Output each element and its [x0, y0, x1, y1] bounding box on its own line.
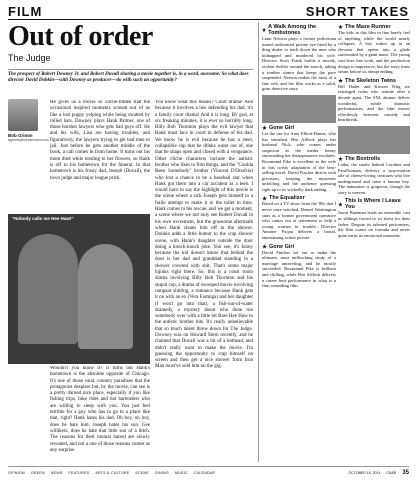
nav-music[interactable]: MUSIC [175, 470, 188, 475]
short-take-title: Gone Girl [262, 244, 336, 250]
star-icon [338, 156, 343, 161]
short-take-title: This Is Where I Leave You [338, 198, 410, 210]
header-rule [8, 19, 409, 20]
byline [8, 99, 49, 142]
star-icon [262, 244, 267, 249]
short-take-entry [338, 78, 410, 123]
headline: Out of order [8, 22, 153, 52]
page-header [8, 4, 409, 18]
short-take-body: Liam Neeson plays a former policeman turned unlicensed private eye hired by a drug dealer to track down the men who kidnapped and murdered his wife. Director Scott Frank builds a moody, violent thriller around the search, taking a somber stance that keeps the pace suspended. Neeson makes the most of a fine role, and the film works as a solid, grim detective story. [262, 36, 336, 92]
column-divider [258, 22, 259, 462]
byline-email: bgrimm@newsreview.com [8, 138, 49, 142]
short-take-title: Gone Girl [262, 125, 336, 131]
short-take-body: Laika, the studio behind Coraline and ParaNorman, delivers a stop-motion tale of cheese-loving creatures who live underground and raise a human boy. The animation is gorgeous, though the story is uneven. [338, 161, 410, 195]
short-take-body: The kids in this film in fine barely feel of anything while the world nearly collapses. A boy wakes up in an elevator that opens into a glade surrounded by a giant maze. The young cast does fine work, and the production design is impressive, but the story loses steam before its abrupt ending. [338, 30, 410, 75]
short-take-entry [262, 244, 336, 289]
short-take-entry [338, 156, 410, 196]
star-icon [338, 25, 343, 30]
byline-name: Bob Grimm [8, 133, 33, 138]
short-take-entry [338, 198, 410, 238]
short-take-title: The Maze Runner [338, 24, 410, 30]
avatar [8, 99, 38, 131]
nav-arts-culture[interactable]: ARTS & CULTURE [95, 470, 130, 475]
thumbnail-image [338, 126, 410, 154]
short-take-title: The Skeleton Twins [338, 78, 410, 84]
star-icon [262, 28, 266, 33]
short-take-body: David Fincher set out to make the ultimate, most unflinching study of a marriage unraveling, and he mostly succeeded. Rosamund Pike is brilliant and chilling, while Ben Affleck delivers a career best performance in what is a fine, unsettling film. [262, 249, 336, 289]
star-icon [338, 78, 343, 83]
short-take-body: Jason Bateman leads an ensemble cast as siblings forced to sit shiva for their father. Despite its talented performers, the film coasts on formula and never quite earns its emotional moments. [338, 210, 410, 238]
page-number: 35 [402, 469, 409, 476]
figure-left [18, 234, 78, 344]
section-nav [8, 471, 215, 475]
article-deck: The prospect of Robert Downey Jr. and Robert Duvall sharing a movie together is, in a word, awesome. So what does director David Dobkin—with Downey as producer—do with such an opportunity? [8, 69, 253, 84]
short-take-entry [262, 24, 336, 92]
star-icon [262, 125, 267, 130]
section-label: FILM [8, 4, 43, 19]
nav-scene[interactable]: SCENE [135, 470, 149, 475]
short-take-entry [338, 24, 410, 75]
short-take-body: Let the use for Amy Elliott-Dunne, who has vanished. Ben Affleck plays her husband Nick, who comes under suspicion as the media frenzy surrounding her disappearance escalates. Rosamund Pike is excellent as the wife in this twisty adaptation of the best-selling novel. David Fincher directs with precision, keeping the mysteries unfolding and the audience guessing right up to its wickedly dark ending. [262, 130, 336, 192]
article-column-1: He gives us a movie so cliché-ridden that the occasional inspired moments scream out of us like a lost puppy yelping while being swatted by rolled hats. Downey plays Hank Palmer, one of those hotshot lawyers who gets bad guys off. He and his wife, Lisa are having troubles, and figuratively, the lawyers trying to get bad men to jail. Just before he gets another middle of the book, a call comes in from home. It turns out his mom died while tending to her flowers, so Hank is off to his hometown for the funeral. In that hometown is his frosty dad, Joseph (Duvall), the town judge and major league prick. [50, 100, 150, 181]
nav-dining[interactable]: DINING [154, 470, 170, 475]
photo-caption: "Nobody calls me Hee Haw!" [12, 216, 74, 221]
issue-date: OCTOBER 16, 2014 [348, 470, 381, 475]
article-column-1-continued: Wouldn't you know it? It turns out Hank's hometown is the absolute opposite of Chicago. It's one of those rural, country paradises that the protagonist despises but, by the movie, can see is a pretty darned nice place, especially if you like fishing trips, bike rides and hot bartenders who are willing to sleep with you. You just feel terrible for a guy who has to go to a place like that, right? Hank hates his dad. Oh boy, oh boy, does he hate him. Joseph hates his son. Gee willikers, does he hate that little son of a bitch. The reasons for their mutual hatred are slowly revealed, and not a one of those reasons comes as any surprise. [50, 366, 150, 453]
short-take-entry [262, 195, 336, 240]
page-footer [8, 466, 409, 478]
thumbnail-image [262, 95, 336, 123]
column-label: SHORT TAKES [305, 4, 409, 19]
short-take-body: Based on a TV show from the '80s that I never once watched, Denzel Washington stars as a former government operative who comes out of retirement to help a young woman in trouble. Director Antoine Fuqua delivers a brutal, entertaining action picture. [262, 201, 336, 241]
nav-calendar[interactable]: CALENDAR [193, 470, 216, 475]
nav-news[interactable]: NEWS [50, 470, 63, 475]
short-takes-left [262, 24, 336, 460]
nav-opinion[interactable]: OPINION [8, 470, 25, 475]
star-icon [262, 196, 267, 201]
figure-right [78, 244, 133, 349]
short-takes-right [338, 24, 410, 460]
nav-green[interactable]: GREEN [30, 470, 45, 475]
movie-still-photo [8, 214, 150, 364]
short-take-body: Bill Hader and Kristen Wiig are estranged twins who reunite after a decade apart. The SNL alumni deliver wonderful, subtle dramatic performances, and the film moves effortlessly between comedy and heartbreak. [338, 83, 410, 123]
footer-info [349, 470, 409, 476]
subhead: The Judge [8, 53, 51, 63]
short-take-entry [262, 125, 336, 193]
short-take-title: The Equalizer [262, 195, 336, 201]
publication-name: CN&R [386, 470, 397, 475]
main-article [8, 22, 253, 462]
short-take-title: A Walk Among the Tombstones [262, 24, 336, 36]
star-icon [338, 202, 343, 207]
short-take-title: The Boxtrolls [338, 156, 410, 162]
article-column-2: You know what this means? Court drama! And because it involves a law defending his dad, it's a family court drama! And it is long. By god, at six freaking minutes, it is ever so horribly long. Billy Bob Thornton plays the evil lawyer that Hank must face in court in defense of his dad. We know he is evil because he has a steel, collapsible cup that he drinks water out of, one that he snaps open and closed with a vengeance. Other cliché characters include the autistic brother who likes to film things, and the "Coulda Been Somebody" brother (Vincent D'Onofrio) who lost a chance to be a baseball star when Hank got them into a car accident as a teen. I would have to say the highlight of this movie is the scene where a sick Joseph gets himself in a futile attempt to make it to the toilet in time. Hank comes to his rescue, and we get a moment, a scene where we not only see Robert Duvall in his own excrement, but the gruesome aftermath when Hank cleans him off in the shower. Dobkin adds a little humor to the crap shower scene, with Hank's daughter outside the door doing a knock-knock joke. You see, it's funny because the kid doesn't know that behind the door is her dad and granddad standing in a shower covered with shit. That's some major hijinks right there. So, this is a court room drama involving Billy Bob Thornton and his stupid cup, a drama of swooped movie involving rampant shitting, a romance because Hank gets it on with an ex (Vera Farmiga) and her daughter (I won't go into that), a fish-out-of-water dramedy, a mystery about who done run somebody over with a little bit Bare Hee Haw to the autistic brother bits. It's really unbelievable that so much talent threw down for The Judge. Downey was on Howard Stern recently, and he claimed that Duvall was a bit of a hothead, and didn't really want to make the movie. I'm guessing the opportunity to crap himself on screen and then get a nice shower from Iron Man must've sold him on the gig. [155, 100, 253, 370]
nav-features[interactable]: FEATURES [68, 470, 90, 475]
